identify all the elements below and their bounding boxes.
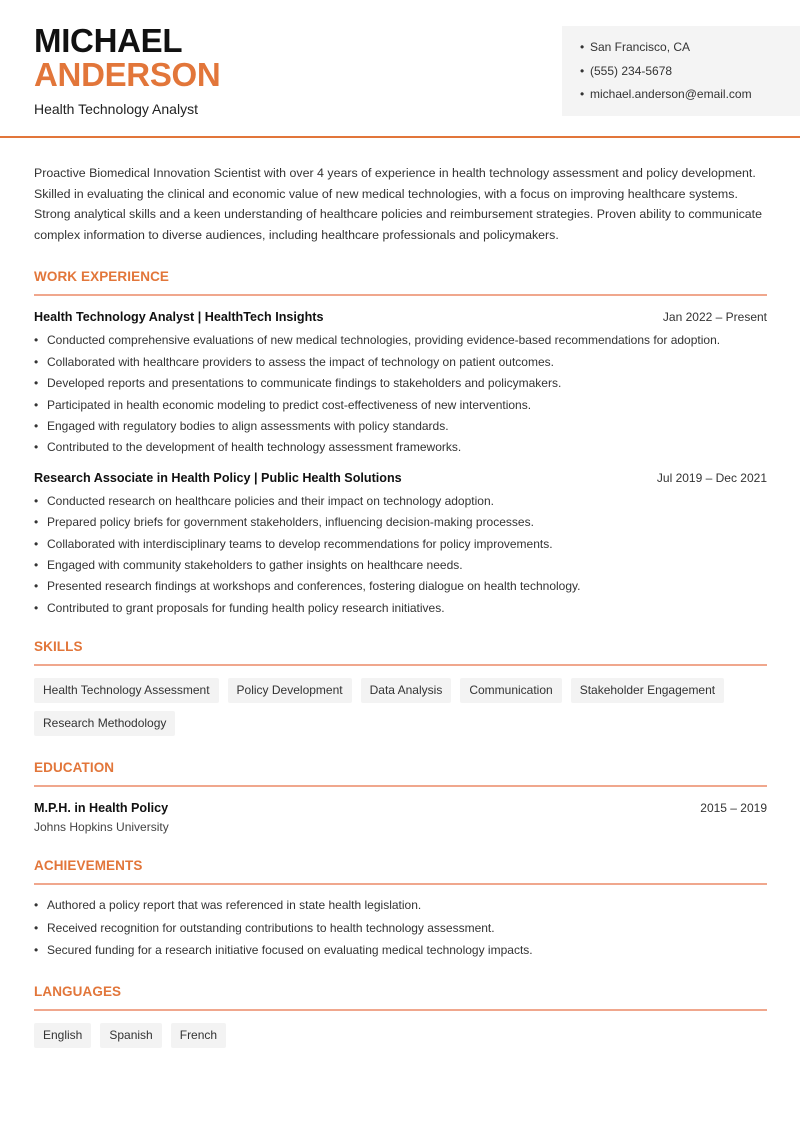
education-header bbox=[34, 801, 767, 815]
section-title-skills: SKILLS bbox=[34, 639, 83, 655]
school: Johns Hopkins University bbox=[34, 820, 169, 835]
contact-email bbox=[580, 85, 800, 109]
achievements-section bbox=[34, 858, 767, 962]
job-bullets bbox=[34, 491, 767, 619]
bullet-text: Collaborated with interdisciplinary teams to develop recommendations for policy improvements. bbox=[47, 536, 553, 551]
contact-location bbox=[580, 38, 800, 62]
list-item bbox=[34, 395, 767, 416]
job-entry bbox=[34, 310, 767, 458]
skill-chip: Policy Development bbox=[228, 678, 352, 703]
section-title-work: WORK EXPERIENCE bbox=[34, 269, 170, 285]
job-header bbox=[34, 310, 767, 324]
contact-box bbox=[562, 26, 800, 116]
list-item bbox=[34, 437, 767, 458]
list-item bbox=[34, 939, 767, 962]
list-item bbox=[34, 534, 767, 555]
bullet-text: Prepared policy briefs for government stakeholders, influencing decision-making processes. bbox=[47, 515, 534, 530]
bullet-text: Received recognition for outstanding contributions to health technology assessment. bbox=[47, 920, 495, 935]
phone-text: (555) 234-5678 bbox=[590, 63, 673, 78]
job-title: Health Technology Analyst bbox=[34, 101, 198, 117]
skills-list bbox=[34, 678, 767, 736]
bullet-icon: • bbox=[580, 63, 585, 78]
job-role: Research Associate in Health Policy | Public Health Solutions bbox=[34, 470, 402, 485]
bullet-icon: • bbox=[34, 600, 39, 615]
section-divider bbox=[34, 883, 767, 885]
bullet-text: Secured funding for a research initiative focused on evaluating medical technology impacts. bbox=[47, 943, 533, 958]
languages-list bbox=[34, 1023, 767, 1048]
language-chip: French bbox=[171, 1023, 226, 1048]
education-entry bbox=[34, 801, 767, 834]
section-title-education: EDUCATION bbox=[34, 760, 115, 776]
bullet-icon: • bbox=[34, 920, 39, 935]
skill-chip: Communication bbox=[460, 678, 561, 703]
list-item bbox=[34, 512, 767, 533]
bullet-icon: • bbox=[34, 536, 39, 551]
skill-chip: Stakeholder Engagement bbox=[571, 678, 724, 703]
bullet-icon: • bbox=[34, 579, 39, 594]
first-name: MICHAEL bbox=[34, 22, 183, 59]
name-block bbox=[34, 24, 220, 117]
list-item bbox=[34, 330, 767, 351]
list-item bbox=[34, 917, 767, 940]
resume-body bbox=[34, 163, 767, 1048]
list-item bbox=[34, 894, 767, 917]
job-dates: Jul 2019 – Dec 2021 bbox=[656, 470, 767, 485]
bullet-text: Participated in health economic modeling to predict cost-effectiveness of new interventions. bbox=[47, 397, 532, 412]
summary-paragraph: Proactive Biomedical Innovation Scientist with over 4 years of experience in health technology assessment and policy development. Skilled in evaluating the clinical and economic value of new medical technologies, with a focus on improving healthcare systems. Strong analytical skills and a keen understanding of healthcare policies and reimbursement strategies. Proven ability to communicate complex information to diverse audiences, including healthcare professionals and policymakers. bbox=[34, 166, 762, 242]
bullet-icon: • bbox=[34, 898, 39, 913]
section-divider bbox=[34, 294, 767, 296]
work-experience-section bbox=[34, 269, 767, 619]
list-item bbox=[34, 576, 767, 597]
list-item bbox=[34, 416, 767, 437]
location-text: San Francisco, CA bbox=[590, 40, 691, 54]
section-title-languages: LANGUAGES bbox=[34, 983, 122, 999]
bullet-text: Engaged with community stakeholders to gather insights on healthcare needs. bbox=[47, 558, 463, 573]
education-dates: 2015 – 2019 bbox=[700, 801, 767, 816]
bullet-text: Developed reports and presentations to communicate findings to stakeholders and policymakers. bbox=[47, 376, 562, 391]
bullet-text: Contributed to grant proposals for funding health policy research initiatives. bbox=[47, 600, 445, 615]
bullet-icon: • bbox=[34, 493, 39, 508]
bullet-icon: • bbox=[34, 440, 39, 455]
job-role: Health Technology Analyst | HealthTech Insights bbox=[34, 310, 324, 325]
list-item bbox=[34, 352, 767, 373]
bullet-text: Conducted comprehensive evaluations of new medical technologies, providing evidence-based recommendations for adoption. bbox=[47, 333, 721, 348]
bullet-icon: • bbox=[34, 943, 39, 958]
skill-chip: Health Technology Assessment bbox=[34, 678, 219, 703]
language-chip: English bbox=[34, 1023, 91, 1048]
skill-chip: Data Analysis bbox=[361, 678, 452, 703]
bullet-icon: • bbox=[34, 419, 39, 433]
list-item bbox=[34, 491, 767, 512]
languages-section bbox=[34, 984, 767, 1048]
list-item bbox=[34, 373, 767, 394]
degree: M.P.H. in Health Policy bbox=[34, 801, 169, 816]
achievements-list bbox=[34, 894, 767, 962]
language-chip: Spanish bbox=[100, 1023, 161, 1048]
bullet-text: Presented research findings at workshops and conferences, fostering dialogue on health technology. bbox=[47, 579, 581, 594]
job-bullets bbox=[34, 330, 767, 458]
bullet-icon: • bbox=[580, 87, 585, 101]
bullet-icon: • bbox=[34, 354, 39, 369]
job-dates: Jan 2022 – Present bbox=[662, 310, 767, 325]
list-item bbox=[34, 598, 767, 619]
job-header bbox=[34, 471, 767, 485]
skills-section bbox=[34, 639, 767, 736]
resume-header bbox=[0, 0, 800, 138]
bullet-text: Engaged with regulatory bodies to align assessments with policy standards. bbox=[47, 419, 449, 433]
email-text: michael.anderson@email.com bbox=[590, 87, 752, 101]
bullet-text: Contributed to the development of health technology assessment frameworks. bbox=[47, 440, 462, 455]
bullet-icon: • bbox=[34, 333, 39, 348]
list-item bbox=[34, 555, 767, 576]
bullet-icon: • bbox=[34, 376, 39, 391]
bullet-text: Authored a policy report that was referenced in state health legislation. bbox=[47, 898, 422, 913]
bullet-icon: • bbox=[34, 515, 39, 530]
bullet-icon: • bbox=[580, 40, 585, 54]
education-section bbox=[34, 760, 767, 834]
bullet-icon: • bbox=[34, 558, 39, 573]
section-divider bbox=[34, 664, 767, 666]
section-title-achievements: ACHIEVEMENTS bbox=[34, 858, 143, 874]
bullet-text: Collaborated with healthcare providers to assess the impact of technology on patient outcomes. bbox=[47, 354, 554, 369]
bullet-text: Conducted research on healthcare policies and their impact on technology adoption. bbox=[47, 493, 494, 508]
job-entry bbox=[34, 471, 767, 619]
skill-chip: Research Methodology bbox=[34, 711, 175, 736]
section-divider bbox=[34, 785, 767, 787]
bullet-icon: • bbox=[34, 397, 39, 412]
contact-phone bbox=[580, 62, 800, 86]
last-name: ANDERSON bbox=[34, 56, 221, 93]
section-divider bbox=[34, 1009, 767, 1011]
